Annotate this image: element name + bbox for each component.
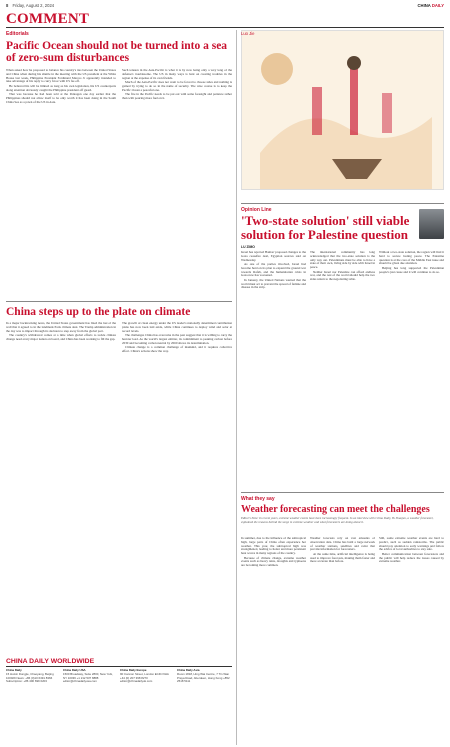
editorial-divider xyxy=(6,301,232,302)
footer-block xyxy=(177,669,231,684)
article-paragraph: As one of the parties involved, Israel had become hard on its plan to expand the ground war towards Rafah, and the humanitarian crisis in Gaza now has worsened. xyxy=(241,262,306,278)
editorial-1-col-2 xyxy=(122,69,232,297)
what-they-say-headline: Weather forecasting can meet the challenges xyxy=(241,504,430,515)
article-paragraph: The country's withdrawal comes at a time when global efforts to tackle climate change need every major nation on board, and China has been working to fill the gap. xyxy=(6,333,116,341)
opinion-col-1 xyxy=(241,251,306,489)
brand-logo xyxy=(418,3,444,8)
footer-rule xyxy=(6,666,232,667)
what-they-say-col-1 xyxy=(241,537,306,745)
article-paragraph: That was because he had been told at the Pentagon one day earlier that the Philippines should not allow itself to be only worth it has been doing in the South China Sea as a pawn of the US in Asia. xyxy=(6,92,116,104)
footer-block-text: Room 1818, Hing Wai Centre, 7 Tin Wan Praya Road, Aberdeen, Hong Kong +852 2518 5111 xyxy=(177,672,230,684)
article-paragraph: Climate change is a common challenge of mankind, and it requires collective effort. China's actions show the way. xyxy=(122,345,232,353)
what-they-say-divider xyxy=(241,492,444,493)
article-paragraph: Much of the Asia-Pacific does not want to be forced to choose sides and nothing is gained by trying to do so in the name of security. The wise course is to keep the Pacific Ocean a peaceful one. xyxy=(122,80,232,92)
footer-block-name: China Daily Europe xyxy=(120,668,147,672)
date: Friday, August 2, 2024 xyxy=(12,3,55,8)
article-paragraph: The growth of clean energy under the US leader's nationally determined contribution plans has now been laid aside, while China continues to deploy wind and solar at record levels. xyxy=(122,322,232,333)
article-paragraph: In a major backtracking news, the United States government has fixed the last of the wall that it agreed to in the landmark Paris climate deal. The Trump administration in the day was to impact through its decision to step away from the global pact. xyxy=(6,322,116,333)
section-title: COMMENT xyxy=(6,11,90,27)
section-rule xyxy=(6,27,444,28)
what-they-say-col-2 xyxy=(310,537,375,745)
column-divider xyxy=(236,30,237,745)
brand-part2: DAILY xyxy=(431,3,444,8)
masthead xyxy=(0,0,450,11)
cartoon-credit: Luo Jie xyxy=(241,31,255,36)
brand-part1: CHINA xyxy=(417,3,432,8)
footer-block-text: 90 Cannon Street, London EC4N 6HA +44 (0) 207 398 8270 editor@chinadailyuk.com xyxy=(120,672,169,684)
editorials-kicker: Editorials xyxy=(6,31,29,37)
article-paragraph: Still, some extreme weather events are hard to predict, such as sudden rainstorms. The public should pay attention to early warnings and follow the advice of local authorities to stay safe. xyxy=(379,537,444,552)
footer-block-name: China Daily USA xyxy=(63,668,86,672)
opinion-byline: LU ZIMO xyxy=(241,245,255,249)
article-paragraph: Beijing has long supported the Palestinian people's just cause and it will continue to do so. xyxy=(379,265,444,274)
article-paragraph: In summer, due to the influence of the subtropical high, large parts of China often experience hot weather. This year, the subtropical high was strengthened, leading to hotter and more persistent heat waves in many regions of the country. xyxy=(241,537,306,555)
article-paragraph: Weather forecasts rely on vast amounts of observation data. China has built a large network of weather stations, satellites and radar that provide information for forecasters. xyxy=(310,537,375,552)
editorial-2-col-2 xyxy=(122,322,232,652)
editorial-1-headline: Pacific Ocean should not be turned into a sea of zero-sum disturbances xyxy=(6,40,228,64)
footer-title: CHINA DAILY WORLDWIDE xyxy=(6,658,95,665)
article-paragraph: Such tension in the Asia-Pacific is what it is by now being only a very long of the defense's troublesome. The US in many ways is bent on creating troubles in the region at the expense of its own friends. xyxy=(122,69,232,80)
editorial-1-col-1 xyxy=(6,69,116,297)
footer-block xyxy=(6,669,60,684)
article-paragraph: Neither Israel nor Palestine can afford endless war, and the rest of the world should help the two sides return to the negotiating table. xyxy=(310,269,375,282)
footer-block xyxy=(120,669,174,684)
page-number: 8 xyxy=(6,3,9,8)
what-they-say-kicker: What they say xyxy=(241,496,275,502)
footer-block-text: 15 Huixin Dongjie, Chaoyang, Beijing 100029 News: +86 (0)10 6491 8366 Subscription: +86 400 699 0203 xyxy=(6,672,54,684)
editorial-cartoon xyxy=(241,30,444,190)
article-paragraph: Because of climate change, extreme weather events such as heavy rains, droughts and typhoons are becoming more common. xyxy=(241,555,306,568)
footer-block xyxy=(63,669,117,684)
opinion-kicker: Opinion Line xyxy=(241,207,272,213)
article-paragraph: The challenges China has overcome in the past suggest that it is willing to carry the heavier load. As the world's largest emitter, its commitment to peaking carbon before 2030 and becoming carbon neutral by 2060 shows its determination. xyxy=(122,333,232,345)
article-paragraph: The international community has long acknowledged that the two-state solution is the only way out. Palestinians must be able to have a state of their own, living side by side with Israel in peace. xyxy=(310,251,375,269)
article-paragraph: Israel has rejected Hamas' proposed changes to the Gaza ceasefire deal, Egyptian sources said on Wednesday. xyxy=(241,251,306,262)
article-paragraph: Better communication between forecasters and the public will help reduce the losses caused by extreme weather. xyxy=(379,551,444,564)
article-paragraph: The fire in the Pacific needs to be put out with some foresight and patience rather than with pouring more fuel on it. xyxy=(122,92,232,100)
footer-block-name: China Daily xyxy=(6,668,22,672)
opinion-divider xyxy=(241,203,444,204)
article-paragraph: In January, the United Nations warned that the world must act to prevent the spread of famine and disease in the strip. xyxy=(241,277,306,290)
author-photo xyxy=(419,209,444,239)
article-paragraph: When asked how he proposed to balance his country's ties between the United States and China when during his shuttle in the meeting with the US president at the White House last week, Philippine President Ferdinand Marcos Jr apparently intended to take advantage of his reply to curry favor with US far-off. xyxy=(6,69,116,84)
article-paragraph: Without a two-state solution, the region will find it hard to secure lasting peace. The Palestine question is at the core of the Middle East issue and should be given due attention. xyxy=(379,251,444,266)
opinion-col-3 xyxy=(379,251,444,489)
editorial-2-headline: China steps up to the plate on climate xyxy=(6,306,191,318)
page-info xyxy=(6,3,54,8)
editors-note: Editor's Note: In recent years, extreme weather events have been increasingly frequent. In an interview with China Daily, Yu Shaojun, a weather forecaster, explained the reasons behind the surge in extreme weather and what forecasters are doing about it. xyxy=(241,516,434,524)
editorial-2-col-1 xyxy=(6,322,116,652)
cartoon-illustration xyxy=(242,31,444,190)
article-paragraph: He believed his will be limited as long as his own legislation, his US counterparts along attention obviously caught the Philippine president off guard. xyxy=(6,83,116,92)
article-paragraph: At the same time, artificial intelligence is being used to improve forecasts, making them faster and more accurate than before. xyxy=(310,551,375,564)
opinion-headline: 'Two-state solution' still viable solution for Palestine question xyxy=(241,213,410,242)
footer-block-text: 1500 Broadway, Suite 2800, New York, NY 10036 +1 212 537 8888 editor@chinadailyusa.com xyxy=(63,672,113,684)
what-they-say-col-3 xyxy=(379,537,444,745)
opinion-col-2 xyxy=(310,251,375,489)
footer-block-name: China Daily Asia xyxy=(177,668,200,672)
